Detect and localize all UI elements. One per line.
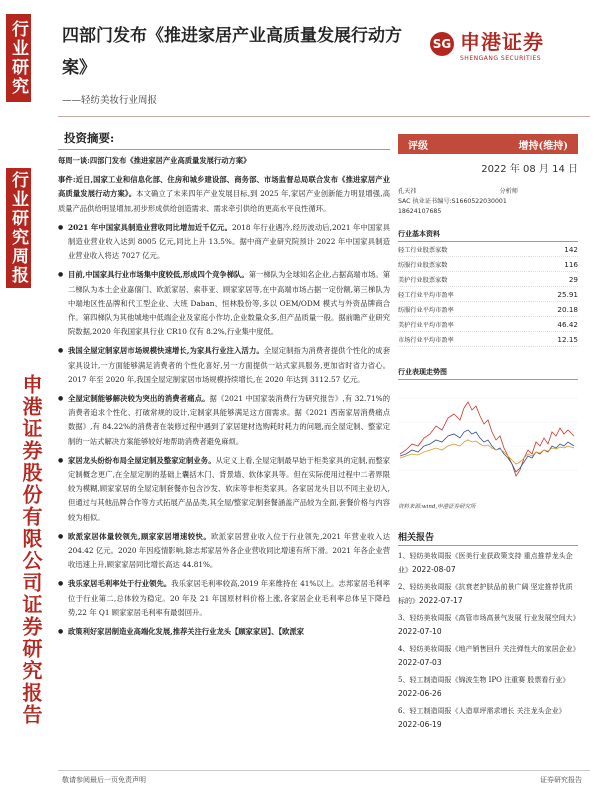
data-row-label: 美护行业平均市盈率: [398, 317, 529, 332]
tag-industry-research: 行业研究: [6, 14, 31, 102]
related-reports-title: 相关报告: [398, 533, 435, 543]
disclaimer-note: 敬请参阅最后一页免责声明: [62, 776, 146, 784]
basic-data-table: [398, 242, 578, 347]
bullet-item: ● 家居龙头纷纷布局全屋定制及整家定制业务。从定义上看,全屋定制最早始于柜类家具的定制,而整家定制概念更广,在全屋定制的基础上囊括木门、背景墙、软体家具等。但在实际使用过程中二者界限较为模糊,顾家家居的全屋定制套餐亦包含沙发、软床等非柜类家具。各家居龙头目以不同主业切入,但通过与其他品牌合作等方式拓展产品品类,其全屋/整家定制套餐涵盖产品较为全面,套餐价格与内容较为相似。: [58, 454, 390, 525]
related-divider: [398, 545, 578, 546]
company-logo: [430, 26, 544, 62]
data-row-label: 轻工行业平均市盈率: [398, 287, 529, 302]
data-row-value: 20.18: [529, 302, 578, 317]
tag-weekly-report: 行业研究周报: [6, 168, 31, 288]
bullet-item: ● 我乐家居毛利率处于行业领先。我乐家居毛利率较高,2019 年来维持在 41%以上。志邦家居毛利率位于行业第二,总体较为稳定。20 年及 21 年国原材料价格上涨,各家居企业毛利率总体呈下降趋势,22 年 Q1 顾家家居毛利率有最弱回升。: [58, 577, 390, 620]
bullet-item: ● 政策利好家居制造业高端化发展,推荐关注行业龙头【顾家家居】、【欧派家: [58, 625, 390, 639]
main-content: [58, 124, 390, 644]
data-row-label: 市场行业平均市盈率: [398, 332, 529, 347]
data-row: [398, 332, 578, 347]
related-report-link[interactable]: [398, 581, 578, 608]
analyst-info: [398, 187, 578, 217]
data-row: [398, 302, 578, 317]
analyst-name: 孔天祎: [398, 188, 417, 195]
analyst-sac: SAC 执业证书编号:S1660522030001: [398, 198, 507, 205]
analyst-phone: 18624107685: [398, 208, 442, 215]
section-title: 投资摘要:: [64, 131, 115, 145]
data-row: [398, 272, 578, 287]
footer-label: 证券研究报告: [540, 776, 582, 784]
related-report-date: 2022-07-17: [419, 596, 463, 605]
related-report-date: 2022-06-19: [398, 720, 442, 729]
company-name-vertical: 申港证券股份有限公司证券研究报告: [19, 374, 43, 726]
related-report-link[interactable]: [398, 612, 578, 639]
related-report-title: 2、轻纺美妆周报《抗衰老护肤品前景广阔 坚定推荐优质标的》: [398, 583, 573, 605]
related-report-title: 1、轻纺美妆周报《医美行业获政策支持 重点推荐龙头企业》: [398, 552, 573, 574]
related-report-title: 6、轻工制造周报《人造草坪需求增长 关注龙头企业》: [398, 707, 566, 715]
section-divider: [58, 149, 390, 150]
data-row-label: 纺服行业平均市盈率: [398, 302, 529, 317]
chart-source: 资料来源:wind,申港证券研究所: [398, 504, 476, 510]
event-paragraph: 事件:近日,国家工业和信息化部、住房和城乡建设部、商务部、市场监督总局联合发布《推进家居产业高质量发展行动方案》。本文确立了未来四年产业发展目标,到 2025 年,家居产业创新能力明显增强,高质量产品供给明显增加,初步形成供给创造需求、需求牵引供给的更高水平良性循环。: [58, 175, 390, 213]
related-report-link[interactable]: [398, 674, 578, 701]
rating-bar: [398, 134, 578, 154]
rating-value: 增持(维持): [518, 140, 568, 152]
data-row: [398, 317, 578, 332]
series-line-red: [400, 402, 574, 476]
logo-icon: SG: [430, 32, 454, 56]
bullet-item: ● 全屋定制能够解决较为突出的消费者痛点。据《2021 中国家装消费行为研究报告》,有 32.71%的消费者追求个性化、打破常规的设计,定制家具能够满足这方面需求。据《2021 西南家居消费痛点数据》,有 84.22%的消费者在装修过程中遇到了家居建材选购耗时耗力的问题,而全屋定制、整家定制的一站式解决方案能够较好地帮助消费者避免麻烦。: [58, 392, 390, 449]
related-report-title: 5、轻工制造周报《锦波生物 IPO 注重赛 股票看行业》: [398, 676, 570, 684]
data-row: [398, 242, 578, 257]
data-row: [398, 287, 578, 302]
intro-heading: 每周一谈:四部门发布《推进家居产业高质量发展行动方案》: [58, 156, 251, 165]
basic-data-title: 行业基本资料: [398, 229, 578, 242]
related-reports-list: [398, 550, 578, 732]
related-report-date: 2022-08-07: [412, 565, 456, 574]
report-subtitle: ——轻纺美妆行业周报: [62, 95, 158, 106]
data-row-label: 轻工行业股票家数: [398, 242, 529, 257]
related-report-date: 2022-07-03: [398, 658, 442, 667]
bullet-item: ● 我国全屋定制家居市场规模快速增长,为家具行业注入活力。全屋定制指为消费者提供个性化的成套家具设计,一方面能够满足消费者的个性化喜好,另一方面提供一站式家具服务,更加省时省力省心。2017 年至 2020 年,我国全屋定制家居市场规模持续增长,在 2020 年达到 3112.57 亿元。: [58, 344, 390, 387]
logo-name-cn: 申港证券: [460, 30, 544, 54]
rating-label: 评级: [408, 140, 428, 152]
data-row-value: 25.91: [529, 287, 578, 302]
related-report-title: 3、轻纺美妆周报《高管市场高景气发展 行业发展空间大》: [398, 614, 580, 622]
data-row-value: 142: [529, 242, 578, 257]
footer-divider: [58, 770, 590, 771]
related-report-title: 4、轻纺美妆周报《地产销售回升 关注弹性大的家居企业》: [398, 645, 580, 653]
header-divider: [58, 116, 590, 117]
side-column: [6, 14, 46, 780]
related-report-link[interactable]: [398, 705, 578, 732]
chart-title: 行业表现走势图: [398, 367, 578, 380]
data-row-label: 美护行业股票家数: [398, 272, 529, 287]
related-report-date: 2022-07-10: [398, 627, 442, 636]
related-report-link[interactable]: [398, 550, 578, 577]
sidebar-info: [398, 134, 578, 736]
data-row: [398, 257, 578, 272]
logo-name-en: SHENGANG SECURITIES: [460, 55, 542, 62]
bullet-item: ● 目前,中国家具行业市场集中度较低,形成四个竞争梯队。第一梯队为全球知名企业,占据高端市场。第二梯队为本土企业嘉僖门、欧派家居、索菲亚、顾家家居等,在中高端市场占据一定份额,第三梯队为中端地区性品牌和代工型企业、大班 Daban、恒林股份等,多以 OEM/ODM 模式与外资品牌商合作。第四梯队为其他城地中低端企业及家庭小作坊,企业数量众多,但产品质量一般。据前瞻产业研究院数据,2020 年我国家具行业 CR10 仅有 8.2%,行业集中度低。: [58, 268, 390, 339]
data-row-value: 46.42: [529, 317, 578, 332]
data-row-value: 116: [529, 257, 578, 272]
data-row-label: 纺服行业股票家数: [398, 257, 529, 272]
data-row-value: 12.15: [529, 332, 578, 347]
bullet-item: ● 欧派家居体量较领先,顾家家居增速较快。欧派家居营业收入位于行业领先,2021 年营业收入达 204.42 亿元。2020 年因疫情影响,除志邦家居外各企业营收同比增速有所下滑。2021 年各企业营收迅速上升,顾家家居同比增长高达 44.81%。: [58, 530, 390, 573]
related-report-link[interactable]: [398, 643, 578, 670]
industry-performance-chart: [398, 384, 578, 496]
bullet-item: ● 2021 年中国家具制造业营收同比增加近千亿元。2018 年行业遇冷,经历波动后,2021 年中国家具制造业营业收入达到 8005 亿元,同比上升 13.5%。据中商产业研究院预计 2022 年中国家具制造业营业收入将达 7027 亿元。: [58, 221, 390, 264]
report-date: 2022 年 08 月 14 日: [481, 164, 578, 175]
report-title: 四部门发布《推进家居产业高质量发展行动方案》: [62, 26, 402, 78]
related-report-date: 2022-06-26: [398, 689, 442, 698]
data-row-value: 29: [529, 272, 578, 287]
analyst-title: 分析师: [499, 188, 518, 195]
